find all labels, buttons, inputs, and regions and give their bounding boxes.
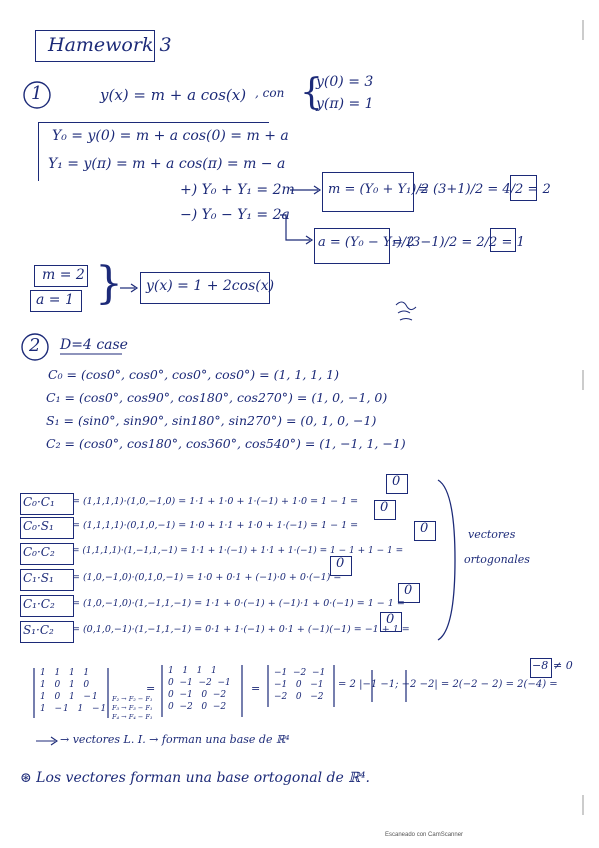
matrix-cell: 1 [40,680,47,690]
a-value-box [490,228,516,252]
dot-label: C₀·S₁ [23,519,54,533]
matrix-cell: 0 [295,692,302,702]
det-steps: = 2 |−1 −1; −2 −2| = 2(−2 − 2) = 2(−4) = [338,679,558,690]
a-value: = (3−1)/2 = 2/2 = 1 [392,235,525,250]
dot-result: 0 [336,556,345,571]
dot-expr: = (1,0,−1,0)·(1,−1,1,−1) = 1·1 + 0·(−1) + (−1)·1 + 0·(−1) = 1 − 1 = [72,598,405,609]
exercise-1-number: 1 [31,83,43,104]
exercise-2-number: 2 [29,335,41,356]
m-formula: m = (Y₀ + Y₁)/2 [328,182,430,197]
ex1-equation: y(x) = m + a cos(x) [100,86,247,104]
dot-label: C₀·C₁ [23,495,55,509]
ex1-con-label: , con [255,86,285,100]
dot-label: C₀·C₂ [23,545,55,559]
orthogonal-note-line2: ortogonales [464,553,530,566]
matrix-cell: 0 [54,692,62,702]
m-result: m = 2 [42,267,85,283]
matrix-row [274,680,323,690]
ex1-condition-1: y(0) = 3 [316,74,374,90]
dot-label: C₁·C₂ [23,597,55,611]
dot-result: 0 [380,500,389,515]
matrix-cell: 1 [168,666,174,676]
matrix-cell: −2 [274,692,288,702]
matrix-row [168,690,226,700]
dot-result: 0 [420,521,429,536]
matrix-cell: −1 [312,668,326,678]
ex1-final: y(x) = 1 + 2cos(x) [146,278,275,294]
matrix-row [274,668,325,678]
dot-result: 0 [392,474,401,489]
matrix-cell: 1 [83,668,91,678]
m-value: = (3+1)/2 = 4/2 = 2 [418,182,551,197]
matrix-row [168,666,217,676]
matrix-row [168,678,231,688]
c2-line: C₂ = (cos0°, cos180°, cos360°, cos540°) = (1, −1, 1, −1) [46,436,406,451]
ex1-sum-line: +) Y₀ + Y₁ = 2m [180,182,295,198]
matrix-cell: 1 [40,704,47,714]
matrix-cell: −1 [274,668,288,678]
matrix-cell: 0 [168,702,174,712]
matrix-cell: 1 [40,692,47,702]
matrix-cell: 1 [68,668,76,678]
dot-expr: = (1,1,1,1)·(0,1,0,−1) = 1·0 + 1·1 + 1·0 + 1·(−1) = 1 − 1 = [72,520,359,531]
matrix-row [40,692,99,702]
a-formula: a = (Y₀ − Y₁)/2 [318,235,415,250]
matrix-cell: −2 [198,678,212,688]
li-line: → vectores L. I. → forman una base de ℝ⁴ [60,733,290,746]
dot-label: C₁·S₁ [23,571,54,585]
matrix-cell: 1 [210,666,217,676]
matrix-cell: 0 [168,690,174,700]
det-tail: ≠ 0 [553,659,573,672]
matrix-cell: −2 [179,702,193,712]
ex1-diff-line: −) Y₀ − Y₁ = 2a [180,207,290,223]
matrix-cell: −1 [179,678,193,688]
s1-line: S₁ = (sin0°, sin90°, sin180°, sin270°) = (0, 1, 0, −1) [46,413,377,428]
matrix-row [40,680,90,690]
matrix-cell: 1 [40,668,47,678]
matrix-cell: 0 [201,690,208,700]
ex1-line-y1: Y₁ = y(π) = m + a cos(π) = m − a [48,156,286,172]
matrix-cell: 1 [196,666,203,676]
matrix-cell: −1 [217,678,231,688]
matrix-cell: 0 [54,680,62,690]
c1-line: C₁ = (cos0°, cos90°, cos180°, cos270°) = (1, 0, −1, 0) [46,390,388,405]
det-equals-2: = [251,682,261,695]
dot-result: 0 [404,583,413,598]
dot-label: S₁·C₂ [23,623,54,637]
matrix-cell: 0 [168,678,174,688]
dot-result: 0 [386,612,395,627]
orthogonal-note-line1: vectores [468,528,516,541]
matrix-cell: 0 [83,680,91,690]
matrix-row [40,704,107,714]
ex1-result-brace: } [95,258,123,309]
matrix-cell: −2 [212,702,227,712]
row-op: F₂ → F₂ − F₁ [112,695,153,703]
dot-expr: = (1,1,1,1)·(1,−1,1,−1) = 1·1 + 1·(−1) + 1·1 + 1·(−1) = 1 − 1 + 1 − 1 = [72,546,404,556]
det-equals: = [146,682,156,695]
ex1-condition-2: y(π) = 1 [316,96,374,112]
ex1-line-y0: Y₀ = y(0) = m + a cos(0) = m + a [52,128,289,144]
m-value-box [510,175,537,201]
matrix-cell: 0 [295,680,302,690]
matrix-cell: −2 [293,668,307,678]
matrix-row [274,692,323,702]
dot-expr: = (1,0,−1,0)·(0,1,0,−1) = 1·0 + 0·1 + (−1)·0 + 0·(−1) = [72,572,342,583]
matrix-cell: 1 [68,680,76,690]
matrix-cell: 1 [182,666,189,676]
matrix-cell: −1 [310,680,324,690]
matrix-cell: 1 [54,668,62,678]
row-op: F₃ → F₃ − F₁ [112,704,153,712]
page-title: Hamework 3 [48,34,172,56]
scanner-watermark: Escaneado con CamScanner [385,832,464,838]
ex2-title: D=4 case [60,337,128,353]
dot-expr: = (0,1,0,−1)·(1,−1,1,−1) = 0·1 + 1·(−1) + 0·1 + (−1)(−1) = −1 + 1 = [72,624,410,635]
matrix-cell: 1 [68,692,76,702]
dot-expr: = (1,1,1,1)·(1,0,−1,0) = 1·1 + 1·0 + 1·(−1) + 1·0 = 1 − 1 = [72,496,359,507]
matrix-cell: −1 [54,704,70,714]
matrix-cell: −1 [91,704,108,714]
row-op: F₄ → F₄ − F₁ [112,713,153,721]
det-result: −8 [532,659,549,672]
matrix-cell: −1 [274,680,288,690]
matrix-row [168,702,226,712]
a-result: a = 1 [36,292,74,308]
matrix-cell: −2 [310,692,324,702]
matrix-cell: −1 [83,692,99,702]
c0-line: C₀ = (cos0°, cos0°, cos0°, cos0°) = (1, 1, 1, 1) [48,367,339,382]
matrix-cell: 0 [201,702,208,712]
matrix-cell: −2 [212,690,227,700]
matrix-row [40,668,90,678]
matrix-cell: −1 [179,690,193,700]
conclusion: ⊛ Los vectores forman una base ortogonal de ℝ⁴. [20,770,370,786]
ex1-conditions-brace: { [300,72,323,113]
matrix-cell: 1 [77,704,85,714]
